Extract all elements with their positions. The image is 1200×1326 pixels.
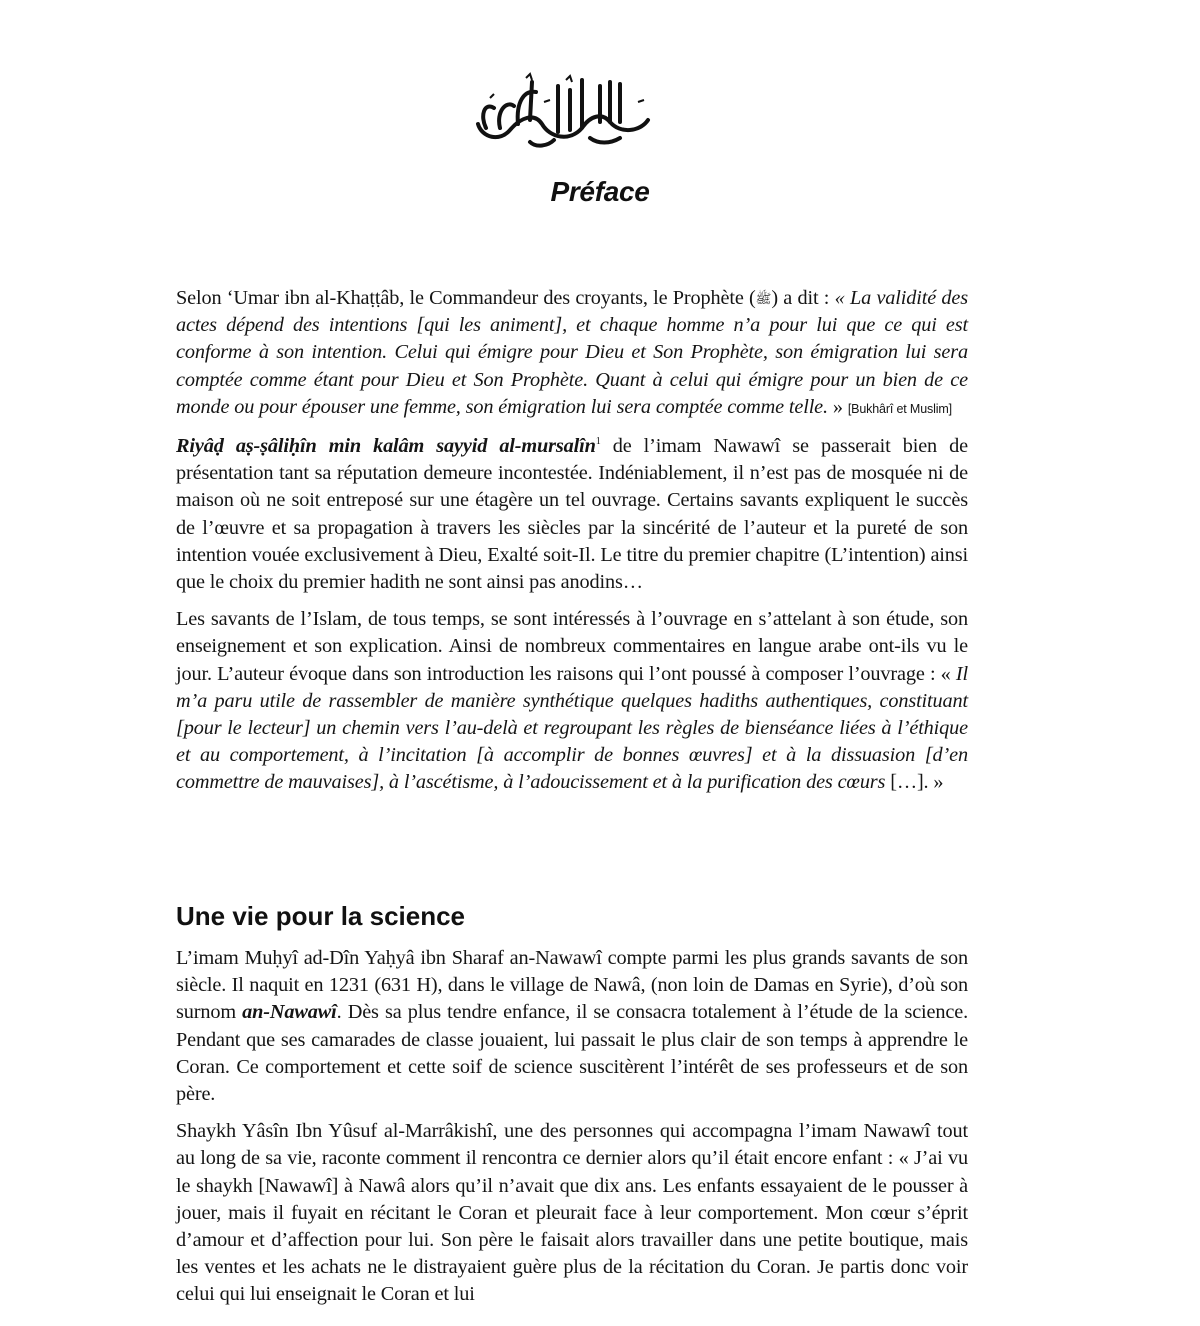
footnote-marker[interactable]: 1 bbox=[595, 436, 601, 448]
section-heading: Une vie pour la science bbox=[176, 901, 466, 931]
page-title: Préface bbox=[550, 176, 650, 207]
biography-text-b: . Dès sa plus tendre enfance, il se consacra totalement à l’étude de la science. Pendant que ses camarades de classe jouaient, lui passait le plus clair de son temps à apprendre le Coran. Ce comportement et cette soif de science suscitèrent l’intérêt de ses professeurs et de son père. bbox=[176, 1001, 968, 1106]
biography-section bbox=[176, 945, 968, 1309]
testimony-text: Shaykh Yâsîn Ibn Yûsuf al-Marrâkishî, une des personnes qui accompagna l’imam Nawawî tout au long de sa vie, raconte comment il rencontra ce dernier alors qu’il était encore enfant : « J’ai vu le shaykh [Nawawî] à Nawâ alors qu’il n’avait que dix ans. Les enfants essayaient de le pousser à jouer, mais il fuyait en récitant le Coran et pleurait face à leur comportement. Mon cœur s’éprit d’amour et d’affection pour lui. Son père le faisait alors travailler dans une petite boutique, mais les ventes et les achats ne le distrayaient guère plus de la récitation du Coran. Je partis donc voir celui qui lui enseignait le Coran et lui bbox=[176, 1120, 968, 1306]
book-paragraph-text: de l’imam Nawawî se passerait bien de présentation tant sa réputation demeure incontestée. Indéniablement, il n’est pas de mosquée ni de maison où ne soit entreposé sur une étagère un tel ouvrage. Certains savants expliquent le succès de l’œuvre et sa propagation à travers les siècles par la sincérité de l’auteur et la pureté de son intention vouée exclusivement à Dieu, Exalté soit-Il. Le titre du premier chapitre (L’intention) ainsi que le choix du premier hadith ne sont ainsi pas anodins… bbox=[176, 435, 968, 594]
testimony-paragraph bbox=[176, 1118, 968, 1308]
scholars-paragraph-text: Les savants de l’Islam, de tous temps, se sont intéressés à l’ouvrage en s’attelant à son étude, son enseignement et son explication. Ainsi de nombreux commentaires en langue arabe ont-ils vu le jour. L’auteur évoque dans son introduction les raisons qui l’ont poussé à composer l’ouvrage : « bbox=[176, 608, 968, 685]
book-title: Riyâḍ aṣ-ṣâliḥîn min kalâm sayyid al-mursalîn bbox=[176, 435, 596, 458]
biography-paragraph bbox=[176, 945, 968, 1108]
hadith-intro-text: Selon ‘Umar ibn al-Khaṭṭâb, le Commandeur des croyants, le Prophète ( bbox=[176, 287, 756, 309]
basmala-calligraphy-icon bbox=[470, 72, 655, 152]
scholars-paragraph bbox=[176, 606, 968, 796]
surname-emphasis: an-Nawawî bbox=[242, 1001, 337, 1024]
hadith-quote: « La validité des actes dépend des intentions [qui les animent], et chaque homme n’a pour lui que ce qui est conforme à son intention. Celui qui émigre pour Dieu et Son Prophète, son émigration lui sera comptée comme étant pour Dieu et Son Prophète. Quant à celui qui émigre pour un bien de ce monde ou pour épouser une femme, son émigration lui sera comptée comme telle. bbox=[176, 287, 969, 418]
author-quote-tail: […]. » bbox=[885, 771, 944, 794]
hadith-source: [Bukhârî et Muslim] bbox=[847, 401, 952, 416]
salutation-icon: ﷺ bbox=[755, 291, 772, 306]
author-quote: Il m’a paru utile de rassembler de manière synthétique quelques hadiths authentiques, constituant [pour le lecteur] un chemin vers l’au-delà et regroupant les règles de bienséance liées à l’éthique et au comportement, à l’incitation [à accomplir de bonnes œuvres] et à la dissuasion [d’en commettre de mauvaises], à l’ascétisme, à l’adoucissement et à la purification des cœurs bbox=[176, 662, 968, 794]
book-paragraph bbox=[176, 433, 968, 596]
hadith-intro-end: ) a dit : bbox=[771, 287, 830, 309]
intro-section bbox=[176, 285, 968, 797]
hadith-paragraph bbox=[176, 285, 968, 423]
biography-text-a: L’imam Muḥyî ad-Dîn Yaḥyâ ibn Sharaf an-Nawawî compte parmi les plus grands savants de son siècle. Il naquit en 1231 (631 H), dans le village de Nawâ, (non loin de Damas en Syrie), d’où son surnom bbox=[176, 947, 968, 1024]
hadith-quote-close: » bbox=[827, 395, 848, 418]
basmala-calligraphy-graphic bbox=[470, 72, 655, 152]
